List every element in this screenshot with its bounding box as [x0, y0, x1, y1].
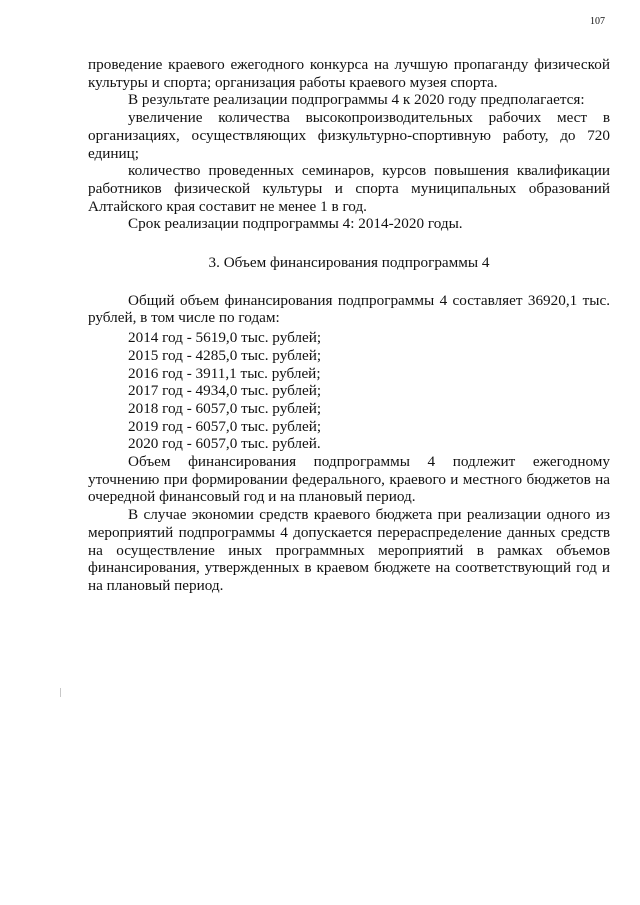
funding-year-item: 2016 год - 3911,1 тыс. рублей; — [128, 364, 321, 382]
paragraph: Срок реализации подпрограммы 4: 2014-2020 годы. — [128, 215, 463, 233]
document-body — [88, 56, 610, 595]
paragraph: увеличение количества высокопроизводительных рабочих мест в организациях, осуществляющих физкультурно-спортивную работу, до 720 единиц; — [88, 109, 610, 162]
paragraph: В случае экономии средств краевого бюджета при реализации одного из мероприятий подпрограммы 4 допускается перераспределение данных средств на осуществление иных программных мероприятий в рамках объемов финансирования, утвержденных в краевом бюджете на соответствующий год и на плановый период. — [88, 506, 610, 594]
section-heading: 3. Объем финансирования подпрограммы 4 — [208, 254, 490, 272]
funding-year-item: 2018 год - 6057,0 тыс. рублей; — [128, 399, 322, 417]
funding-year-item: 2014 год - 5619,0 тыс. рублей; — [128, 329, 322, 347]
paragraph: проведение краевого ежегодного конкурса на лучшую пропаганду физической культуры и спорта; организация работы краевого музея спорта. — [88, 56, 610, 91]
funding-year-item: 2019 год - 6057,0 тыс. рублей; — [128, 417, 322, 435]
scan-mark — [60, 688, 61, 697]
paragraph: количество проведенных семинаров, курсов повышения квалификации работников физической культуры и спорта муниципальных образований Алтайского края составит не менее 1 в год. — [88, 162, 610, 215]
funding-year-item: 2015 год - 4285,0 тыс. рублей; — [128, 346, 322, 364]
paragraph: Объем финансирования подпрограммы 4 подлежит ежегодному уточнению при формировании федерального, краевого и местного бюджетов на очередной финансовый год и на плановый период. — [88, 453, 610, 506]
funding-year-item: 2020 год - 6057,0 тыс. рублей. — [128, 435, 321, 453]
funding-year-item: 2017 год - 4934,0 тыс. рублей; — [128, 382, 322, 400]
paragraph: В результате реализации подпрограммы 4 к 2020 году предполагается: — [128, 91, 585, 109]
page-number: 107 — [590, 16, 605, 27]
funding-intro: Общий объем финансирования подпрограммы 4 составляет 36920,1 тыс. рублей, в том числе по годам: — [88, 291, 610, 327]
